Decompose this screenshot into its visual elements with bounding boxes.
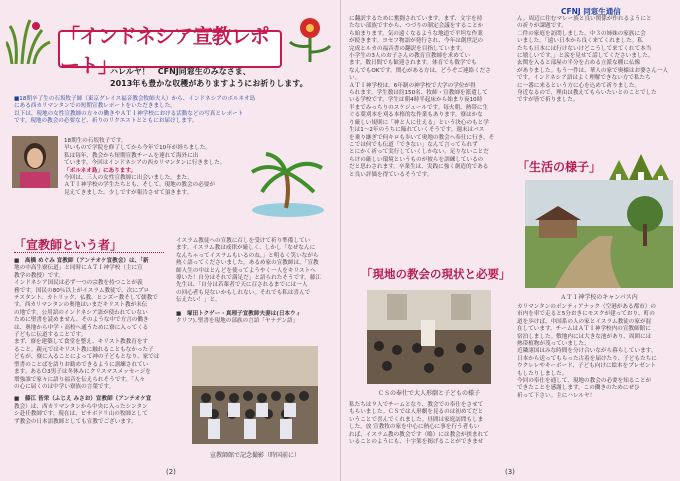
text-line: 祈って下さい。主にハレルヤ！: [517, 392, 596, 399]
greeting-line-2: 2013年も豊かな収穫がありますようにお祈りします。: [110, 79, 308, 88]
text-line: 教学の教授）です。: [14, 272, 64, 279]
portrait-photo: [12, 136, 58, 188]
text-line: こでは何でも伝道「できない」なんて言ってられず: [349, 141, 478, 148]
text-line: 熱く語ってくださいました。あるめ家の宣教師は、「宣教: [176, 260, 319, 267]
text-line: 生は1～2年のうちに陥れていくそうです。週末はバス: [349, 127, 485, 134]
right-column-2-bottom: [517, 304, 675, 400]
report-title: 「インドネシア宣教レポート」: [60, 24, 269, 77]
text-line: 日本から送ってもらった古着を届けたり、子どもたちに: [517, 355, 657, 362]
text-line: もしたりしました。: [517, 370, 568, 377]
bio-line: 今回は、三人の女性宣教師に出会いました。また、: [64, 175, 193, 182]
text-line: 子どもに伝道することです。: [14, 332, 87, 339]
text-line: に翻訳するために奮闘されています。まず、文字を持: [349, 16, 483, 22]
right-page: [340, 0, 680, 481]
text-line: の回心者も見ないかもしれない。それでも私は喜んで: [176, 289, 311, 296]
text-line: 導いた！自分はそれで満足だ」と語られたそうです。藤江: [176, 275, 321, 282]
text-line: だと思わされます。卒業生は、実践に強く創造的である: [349, 164, 489, 171]
text-line: 道を歩けば、中国系の人の家とイスラム教徒の家が混: [517, 318, 652, 325]
bio-line: 私は毎年、教会から短期宣教チームを連れて海外に出: [64, 152, 199, 159]
text-line: 師人生の中はとんどを使ってようやく一人をキリストへ: [176, 267, 316, 274]
text-line: できたことを感謝します。この働きのためにぜひ: [517, 385, 640, 392]
text-line: り厳しい規則に「神と人に仕える」という決心のもと学: [349, 119, 489, 126]
church-photo: [367, 290, 491, 384]
text-line: がありました。もう一件は、華人の家で奥様はお婆さん一人: [517, 67, 669, 74]
text-line: 玄関を入ると部屋の半分を占める立派な棚に仏像: [517, 60, 641, 67]
text-line: 半までみっちりのスケジュールです。毎火朝、熱帯に生: [349, 104, 489, 111]
section-missionaries-heading: 「宣教師という者」: [14, 238, 123, 252]
intro-line: 以下は、現地の女性宣教師の方々の働きやＡＴＩ神学校における活動などの写真とレポート: [14, 110, 244, 117]
text-line: ん。周辺に住むマレー族と良い関係が作れるようにと: [517, 16, 652, 22]
text-line: なんでもOKです。関心がある方は、どうぞご連絡くださ: [349, 67, 491, 74]
intro-line: にある西カリマンタンでの短期宣教レポートをいただきました。: [14, 103, 176, 110]
text-line: 完成とルカの福音書の翻訳を目指しています。: [349, 45, 467, 52]
bio-line: 見えてきました。少しですが報告させて頂きます。: [64, 189, 193, 196]
text-line: ら始まります。気の遠くなるような地道で平坦な作業: [349, 30, 483, 37]
text-line: は、奥地から中学・高校へ通うために寮に入ってくる: [14, 324, 149, 331]
text-line: ます。イスラム教は戒律が厳しく、しかし「なぜなんに: [176, 245, 316, 252]
text-line: ず教会の日本語教師としても宣教でございます。: [14, 418, 137, 425]
text-line: インドネシア国民は必ず一つの宗教を持つことが義: [14, 280, 143, 287]
bio-line: 「ボルネオ島」にあります。: [64, 167, 137, 174]
text-line: 市内を車で走ると5分おきにモスクが建っており、町の: [517, 311, 655, 318]
text-line: した。放 宣教牧の家を中心に熱心に事を行う者もい: [349, 424, 480, 431]
text-line: 聖書のことばを語りお勧めできるように訓練されてい: [14, 361, 149, 368]
text-line: 二件の家庭を訪問しました。中３の姉妹の家族に会: [517, 30, 646, 37]
text-line: シ赴任教師です。現在は、ピサボドリ山の牧師として: [14, 411, 148, 418]
text-line: い。: [349, 75, 361, 82]
text-line: ウクレレやキーボード、子ども向けに絵本をプレゼント: [517, 363, 656, 370]
missionaries-column-2: [176, 238, 334, 325]
text-line: 身近なるので、理由は教えてもらいたいとのことでした: [517, 90, 657, 97]
text-line: たちも日本には行けないけどこうして来てくれて本当: [517, 45, 652, 52]
text-line: の祈りが課題です。: [517, 23, 567, 30]
tropical-flower-icon: [286, 12, 334, 62]
text-line: いうことで喜んでくれました。昼間は家庭訪問もしま: [349, 416, 484, 423]
text-line: す。西カリマンタンの奥地はいまだキリスト教が未伝: [14, 302, 148, 309]
missionaries-column-1: [14, 258, 170, 426]
section-life-heading: 「生活の様子」: [517, 160, 602, 174]
text-line: らけの厳しい環境というものが彼らを訓練しているの: [349, 156, 484, 163]
text-line: 宿泊しました。敷地内には大きな池があり、周囲には: [517, 333, 652, 340]
campus-photo: [525, 180, 673, 288]
group-photo-caption: 宣教師館で記念撮影（時国前に）: [209, 452, 300, 459]
text-line: イスラム教徒への宣教に召しを受けて祈り準備してい: [176, 238, 311, 244]
text-line: の地です。公用語のインドネシア語が使われていない: [14, 309, 148, 316]
text-line: ために聖書を読めません。そのような中で方言の働き: [14, 317, 149, 324]
text-line: 近隣諸国はみな時間を分け合いながら暮らしています。: [517, 348, 657, 355]
campus-photo-caption: ＡＴＩ神学校のキャンパス内: [560, 294, 638, 301]
missionary-name: ■ 藤江 皆栄（ふじえ みさお）宣教師（アンテオケ宣: [14, 396, 152, 403]
text-line: 増強誰で家々に語り福音を伝えられそうです。「人々: [14, 376, 146, 383]
text-line: もらいました。ＣＳでは人形劇を見るのは初めてだと: [349, 409, 484, 416]
church-photo-caption: ＣＳの奉仕で大人形劇と子どもの様子: [377, 390, 480, 397]
text-line: 熱帯植物が茂っていました。: [517, 341, 590, 348]
text-line: ます。あるＯ3男子は冬休みにクリスマスメッセージを: [14, 369, 151, 376]
heading-underline: [14, 252, 164, 253]
page-number: (2): [166, 468, 176, 476]
text-line: いる学校です。学生は朝4時半起床から始まり夜10時: [349, 97, 483, 104]
newsletter-header: CFNJ 同窓生通信: [561, 7, 621, 16]
greeting: [110, 66, 308, 90]
bio-line: ています。今回はインドネシアの西カリマンタンに行きました。: [64, 160, 226, 167]
text-line: カリマンタンのポンティアナック（空港がある都市）の: [517, 304, 656, 310]
text-line: 伝えたい！」と。: [176, 297, 221, 304]
intro-text: [14, 96, 332, 126]
text-line: なんちゃってイスラムもいるのね。」と明るく笑いながら: [176, 252, 319, 259]
text-line: 私たちは９人でチームとなり、教会での奉仕をさせて: [349, 402, 484, 408]
grass-decoration-icon: [6, 18, 58, 64]
text-line: ＡＴＩ神学校は、6年制の神学校で大学の学位が得: [349, 82, 476, 89]
text-line: 務です。国民の80％以上がイスラム教徒で、次にプロ: [14, 287, 150, 294]
text-line: ぐる葉刈本を刈る本格的な作業もあります。寮はかな: [349, 112, 483, 119]
text-line: とにかく祈って実行していくしかない。足りないことだ: [349, 149, 489, 156]
text-line: に一番に来るという方に心を込めて祈りました。: [517, 82, 641, 89]
section-church-heading: 「現地の教会の現状と必要」: [361, 267, 511, 281]
text-line: られます。学生数は約150名、牧師・宣教師を派遣して: [349, 90, 488, 97]
text-line: いました。「遠い日本から良く来てくれました。私: [517, 38, 643, 45]
text-line: たない部族ですから、つづりの制定会議をすることか: [349, 23, 484, 30]
text-line: 教会）は、西カリマンタンから中央に入ったシンタン: [14, 403, 148, 410]
text-line: れば、イスラム教の教会です（略）には教会が挟まれて: [349, 431, 489, 438]
greeting-line-1: ハレルヤ！ CFNJ同窓生のみなさま、: [110, 67, 251, 76]
text-line: ます。数日間でも歓迎されます。体育でも数学でも: [349, 60, 477, 67]
text-line: どもが、寮に入ることによって神の子どもとなり、家では: [14, 354, 160, 361]
right-column-2: [517, 16, 675, 105]
missionary-name: ■ 高橋 めぐみ 宣教師（アンテオケ宣教会）は、「新: [14, 258, 149, 264]
text-line: です。インドネシア語はよく理解できない方で私たち: [517, 75, 651, 82]
text-line: の心に届くのは中学い寮族の言葉です。: [14, 383, 115, 390]
text-line: が続きます。ヨセフ物語が発行され、今年は創世記の: [349, 38, 484, 45]
group-photo: [192, 346, 318, 444]
text-line: ること。親元ではキリスト教に触れることもなかった子: [14, 346, 154, 353]
text-line: 今回の奉仕を通して、現地の教会の必要を知ることが: [517, 378, 652, 385]
text-line: と良い評価を得ているそうです。: [349, 171, 433, 178]
text-line: まず、寮を建築して食堂を整え、キリスト教教育をす: [14, 339, 149, 346]
text-line: クリフ)､聖書を現地の部族の言語「ヤナデン語」: [176, 318, 299, 325]
bio-text: [64, 138, 244, 197]
palm-tree-icon: [246, 150, 328, 220]
bio-line: ＡＴＩ神学校の学生たちとも、そして、現地の教会の必要が: [64, 182, 215, 189]
text-line: ですが皆で祈りました。: [517, 97, 579, 104]
text-line: 地の中高生寮伝道」と同時にＡＴＩ神学校（主に宣: [14, 265, 143, 272]
bio-line: 18期生の石坂牧子です。: [64, 138, 127, 144]
text-line: 先生は、「自分は若輩者で天に召されるまでには一人: [176, 282, 308, 289]
text-line: を乗り継ぎで何キロも歩いて奥地の教会へ奉仕に行き、そ: [349, 134, 495, 141]
intro-line: です。現地の教会の必要など、祈りのリクエストとともにお届けします。: [14, 118, 198, 125]
bio-line: 早いもので学院を修了してから今年で10年が経ちました。: [64, 145, 211, 152]
right-column-1-bottom: [349, 402, 511, 446]
missionary-name: ■ 塚田トクゲー・真理子宣教師夫妻は(日本ウィ: [176, 310, 301, 317]
right-column-1: [349, 16, 509, 179]
text-line: テスタント、カトリック、仏教、ヒンズー教そして儒教で: [14, 295, 158, 302]
text-line: 在しています。チームはＡＴＩ神学校内の宣教師館に: [517, 326, 651, 333]
intro-line: ■18期卒了生の石坂牧子師（東京グレイス福音教会牧師夫人）から、インドネシアのボルネオ島: [14, 96, 256, 102]
text-line: いることのようにも、十字架を掲げることができませ: [349, 439, 484, 446]
text-line: 小学生の3人のお子さんの教育宣教師を求めてい: [349, 53, 471, 60]
page-number: (3): [505, 468, 515, 476]
text-line: に嬉しいです。」と涙を見せて話してくださいました。: [517, 53, 654, 60]
